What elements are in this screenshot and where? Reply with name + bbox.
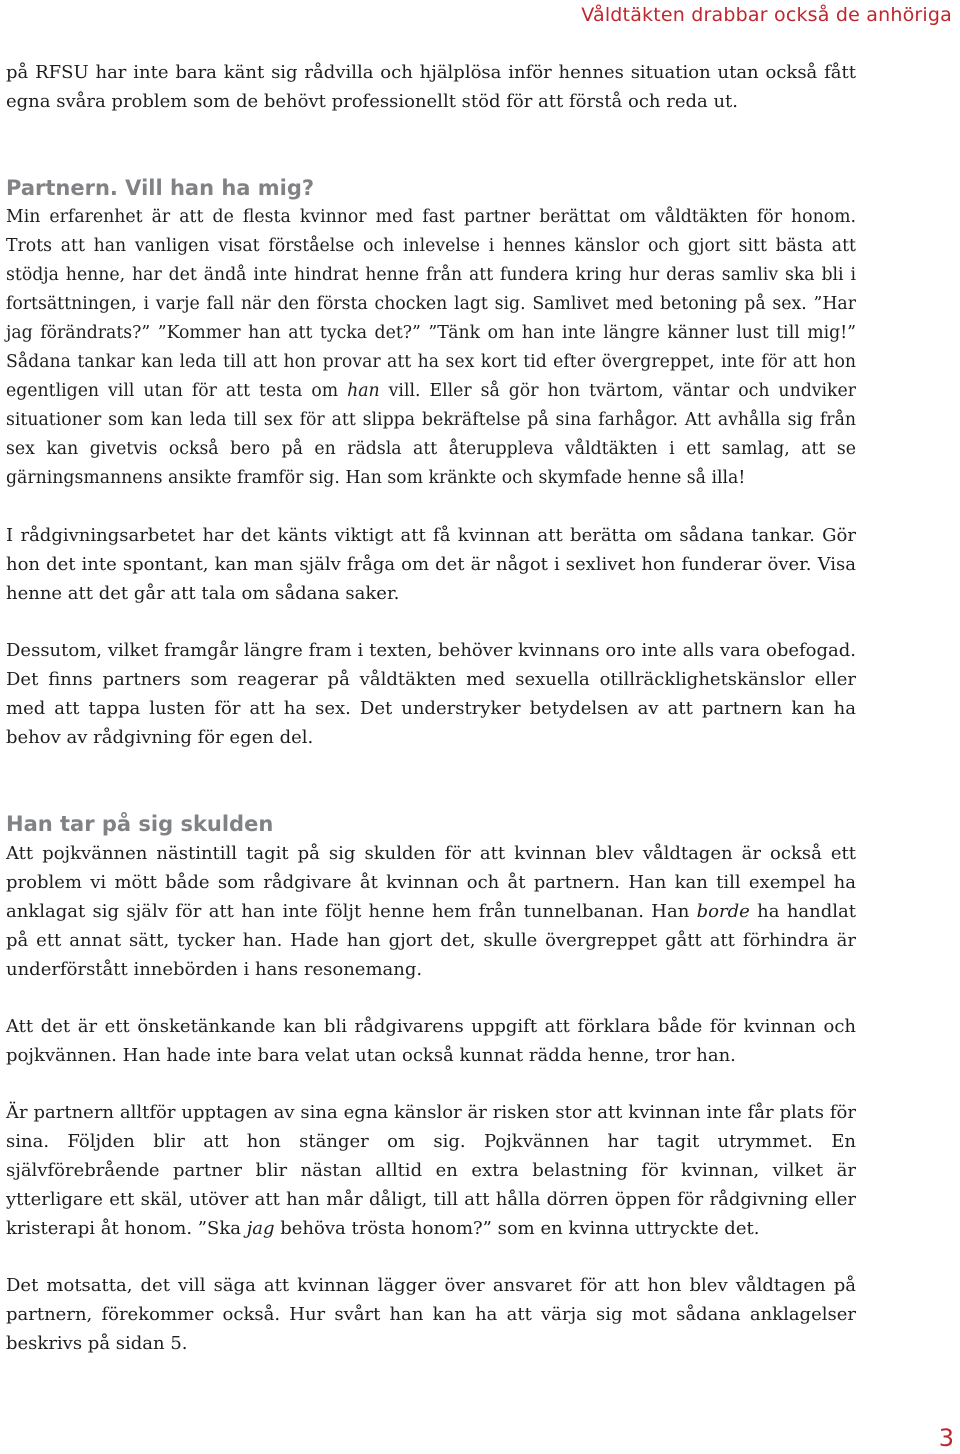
partner-paragraph-1	[6, 203, 856, 493]
guilt-paragraph-4: Det motsatta, det vill säga att kvinnan lägger över ansvaret för att hon blev våldtagen på partnern, förekommer också. Hur svårt han kan ha att värja sig mot sådana anklagelser beskrivs på sidan 5.	[6, 1275, 856, 1354]
emphasis-jag: jag	[246, 1218, 275, 1239]
text-run: Är partnern alltför upptagen av sina egna känslor är risken stor att kvinnan inte får plats för sina. Följden blir att hon stänger om sig. Pojkvännen har tagit utrymmet. En självförebrående partner blir nästan alltid en extra belastning för kvinnan, vilket är ytterligare ett skäl, utöver att han mår dåligt, till att hålla dörren öppen för rådgivning eller kristerapi åt honom. ”Ska	[6, 1102, 856, 1239]
text-run: vill. Eller så gör hon tvärtom, väntar och undviker situationer som kan leda till sex för att slippa bekräftelse på sina farhågor. Att avhålla sig från sex kan givetvis också bero på en rädsla att återuppleva våldtäkten i ett samlag, att se gärningsmannens ansikte framför sig. Han som kränkte och skymfade henne så illa!	[6, 381, 857, 488]
page-body	[6, 58, 856, 1358]
emphasis-borde: borde	[696, 901, 750, 922]
section-heading-guilt: Han tar på sig skulden	[6, 812, 274, 836]
partner-paragraph-3: Dessutom, vilket framgår längre fram i texten, behöver kvinnans oro inte alls vara obefogad. Det finns partners som reagerar på våldtäkten med sexuella otillräcklighetskänslor eller med att tappa lusten för att ha sex. Det understryker betydelsen av att partnern kan ha behov av rådgivning för egen del.	[6, 640, 856, 748]
section-heading-partner: Partnern. Vill han ha mig?	[6, 176, 315, 200]
guilt-paragraph-2: Att det är ett önsketänkande kan bli rådgivarens uppgift att förklara både för kvinnan och pojkvännen. Han hade inte bara velat utan också kunnat rädda henne, tror han.	[6, 1016, 856, 1066]
partner-paragraph-2: I rådgivningsarbetet har det känts viktigt att få kvinnan att berätta om sådana tankar. Gör hon det inte spontant, kan man själv fråga om det är något i sexlivet hon funderar över. Visa henne att det går att tala om sådana saker.	[6, 525, 856, 604]
text-run: ha handlat på ett annat sätt, tycker han. Hade han gjort det, skulle övergreppet gått att förhindra är underförstått innebörden i hans resonemang.	[6, 901, 856, 980]
text-run: Min erfarenhet är att de flesta kvinnor med fast partner berättat om våldtäkten för honom. Trots att han vanligen visat förståelse och inlevelse i hennes känslor och gjort sitt bästa att stödja henne, har det ändå inte hindrat henne från att fundera kring hur deras samliv ska bli i fortsättningen, i varje fall när den första chocken lagt sig. Samlivet med betoning på sex. ”Har jag förändrats?” ”Kommer han att tycka det?” ”Tänk om han inte längre känner lust till mig!” Sådana tankar kan leda till att hon provar att ha sex kort tid efter övergreppet, inte för att hon egentligen vill utan för att testa om	[6, 207, 856, 401]
emphasis-han: han	[347, 381, 380, 401]
text-run: behöva trösta honom?” som en kvinna uttryckte det.	[274, 1218, 760, 1239]
guilt-paragraph-3	[6, 1098, 856, 1243]
text-run: Att pojkvännen nästintill tagit på sig skulden för att kvinnan blev våldtagen är också ett problem vi mött både som rådgivare åt kvinnan och åt partnern. Han kan till exempel ha anklagat sig själv för att han inte följt henne hem från tunnelbanan. Han	[6, 843, 856, 922]
page-number: 3	[938, 1424, 954, 1452]
running-header-title: Våldtäkten drabbar också de anhöriga	[581, 4, 952, 26]
intro-paragraph: på RFSU har inte bara känt sig rådvilla och hjälplösa inför hennes situation utan också fått egna svåra problem som de behövt professionellt stöd för att förstå och reda ut.	[6, 62, 856, 112]
guilt-paragraph-1	[6, 839, 856, 984]
